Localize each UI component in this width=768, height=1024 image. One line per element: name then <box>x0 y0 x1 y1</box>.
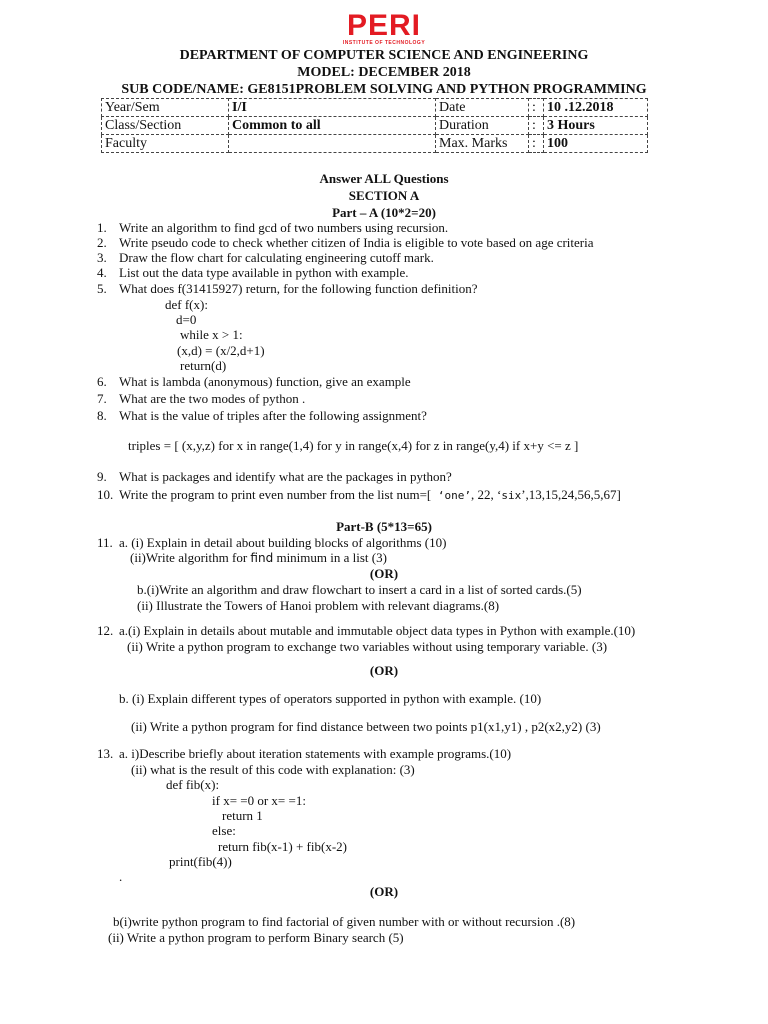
class-value: Common to all <box>229 117 436 135</box>
code-line: return(d) <box>180 358 227 373</box>
question-text-part: ’,13,15,24,56,5,67] <box>521 487 621 502</box>
question-text: b(i)write python program to find factorial of given number with or without recursion .(8) <box>113 914 576 929</box>
question-text: (ii) Write a python program for find distance between two points p1(x1,y1) , p2(x2,y2) (3) <box>131 719 601 734</box>
faculty-value <box>229 135 436 153</box>
code-line: while x > 1: <box>180 327 243 342</box>
or-separator: (OR) <box>369 566 399 581</box>
question-text-part: (ii)Write algorithm for <box>130 550 251 565</box>
question-text: a. i)Describe briefly about iteration statements with example programs.(10) <box>119 746 512 761</box>
question-text-part: minimum in a list (3) <box>273 550 387 565</box>
year-value: I/I <box>229 99 436 117</box>
question-number: 4. <box>97 265 107 280</box>
question-text: Write pseudo code to check whether citizen of India is eligible to vote based on age criteria <box>119 235 594 250</box>
string-literal: ‘one’ <box>431 489 471 502</box>
separator: : <box>529 99 544 117</box>
exam-model-heading: MODEL: DECEMBER 2018 <box>297 65 471 80</box>
table-row <box>102 99 648 117</box>
logo-subtext: INSTITUTE OF TECHNOLOGY <box>342 40 426 46</box>
question-number: 9. <box>97 469 107 484</box>
question-text: (ii) Write a python program to perform Binary search (5) <box>108 930 404 945</box>
question-text: b. (i) Explain different types of operators supported in python with example. (10) <box>119 691 542 706</box>
part-a-heading: Part – A (10*2=20) <box>332 205 436 220</box>
year-label: Year/Sem <box>102 99 229 117</box>
question-text: a.(i) Explain in details about mutable and immutable object data types in Python with example.(10) <box>119 623 636 638</box>
question-text: b.(i)Write an algorithm and draw flowchart to insert a card in a list of sorted cards.(5) <box>137 582 582 597</box>
faculty-label: Faculty <box>102 135 229 153</box>
question-text: (ii) Write a python program to exchange two variables without using temporary variable. (3) <box>127 639 608 654</box>
part-b-heading: Part-B (5*13=65) <box>336 519 432 534</box>
duration-label: Duration <box>436 117 529 135</box>
code-line: print(fib(4)) <box>169 854 232 869</box>
section-heading: SECTION A <box>348 188 420 203</box>
question-text: (ii) what is the result of this code with explanation: (3) <box>131 762 415 777</box>
department-heading: DEPARTMENT OF COMPUTER SCIENCE AND ENGINEERING <box>179 48 589 63</box>
table-row <box>102 135 648 153</box>
question-number: 13. <box>97 746 114 761</box>
question-text <box>119 487 621 503</box>
question-number: 8. <box>97 408 107 423</box>
question-text-part: find <box>250 551 274 565</box>
marks-value: 100 <box>544 135 648 153</box>
question-text: What is the value of triples after the following assignment? <box>119 408 427 423</box>
table-row <box>102 117 648 135</box>
question-text: What is packages and identify what are the packages in python? <box>119 469 452 484</box>
duration-value: 3 Hours <box>544 117 648 135</box>
question-number: 7. <box>97 391 107 406</box>
logo-text: PERI <box>346 9 422 42</box>
answer-all-instruction: Answer ALL Questions <box>319 171 449 186</box>
code-line: def fib(x): <box>166 777 220 792</box>
marks-label: Max. Marks <box>436 135 529 153</box>
question-text: What are the two modes of python . <box>119 391 306 406</box>
code-line: return fib(x-1) + fib(x-2) <box>218 839 347 854</box>
separator: : <box>529 135 544 153</box>
question-number: 5. <box>97 281 107 296</box>
question-text-part: , 22, ‘ <box>470 487 502 502</box>
question-number: 10. <box>97 487 114 502</box>
code-line: (x,d) = (x/2,d+1) <box>177 343 265 358</box>
code-line: d=0 <box>176 312 197 327</box>
question-number: 12. <box>97 623 114 638</box>
institute-logo <box>0 9 768 46</box>
subject-heading: SUB CODE/NAME: GE8151PROBLEM SOLVING AND PYTHON PROGRAMMING <box>121 82 647 97</box>
question-text: a. (i) Explain in detail about building blocks of algorithms (10) <box>119 535 447 550</box>
question-text: Write an algorithm to find gcd of two numbers using recursion. <box>119 220 449 235</box>
question-number: 11. <box>97 535 113 550</box>
code-line: else: <box>212 823 236 838</box>
code-line: def f(x): <box>165 297 208 312</box>
question-text: (ii) Illustrate the Towers of Hanoi problem with relevant diagrams.(8) <box>137 598 500 613</box>
date-value: 10 .12.2018 <box>544 99 648 117</box>
code-line: return 1 <box>222 808 263 823</box>
question-text-part: Write the program to print even number from the list num=[ <box>119 487 432 502</box>
question-number: 1. <box>97 220 107 235</box>
question-text: List out the data type available in python with example. <box>119 265 409 280</box>
class-label: Class/Section <box>102 117 229 135</box>
question-text: What does f(31415927) return, for the following function definition? <box>119 281 478 296</box>
separator: : <box>529 117 544 135</box>
question-number: 2. <box>97 235 107 250</box>
question-text <box>130 550 387 566</box>
or-separator: (OR) <box>369 884 399 899</box>
string-literal: six <box>501 489 522 502</box>
triples-expression: triples = [ (x,y,z) for x in range(1,4) for y in range(x,4) for z in range(y,4) if x+y <= z ] <box>128 438 579 453</box>
question-text: What is lambda (anonymous) function, give an example <box>119 374 411 389</box>
question-text: Draw the flow chart for calculating engineering cutoff mark. <box>119 250 434 265</box>
code-line: if x= =0 or x= =1: <box>212 793 306 808</box>
question-number: 3. <box>97 250 107 265</box>
or-separator: (OR) <box>369 663 399 678</box>
exam-info-table <box>101 98 648 153</box>
date-label: Date <box>436 99 529 117</box>
question-number: 6. <box>97 374 107 389</box>
code-line: . <box>119 869 123 884</box>
